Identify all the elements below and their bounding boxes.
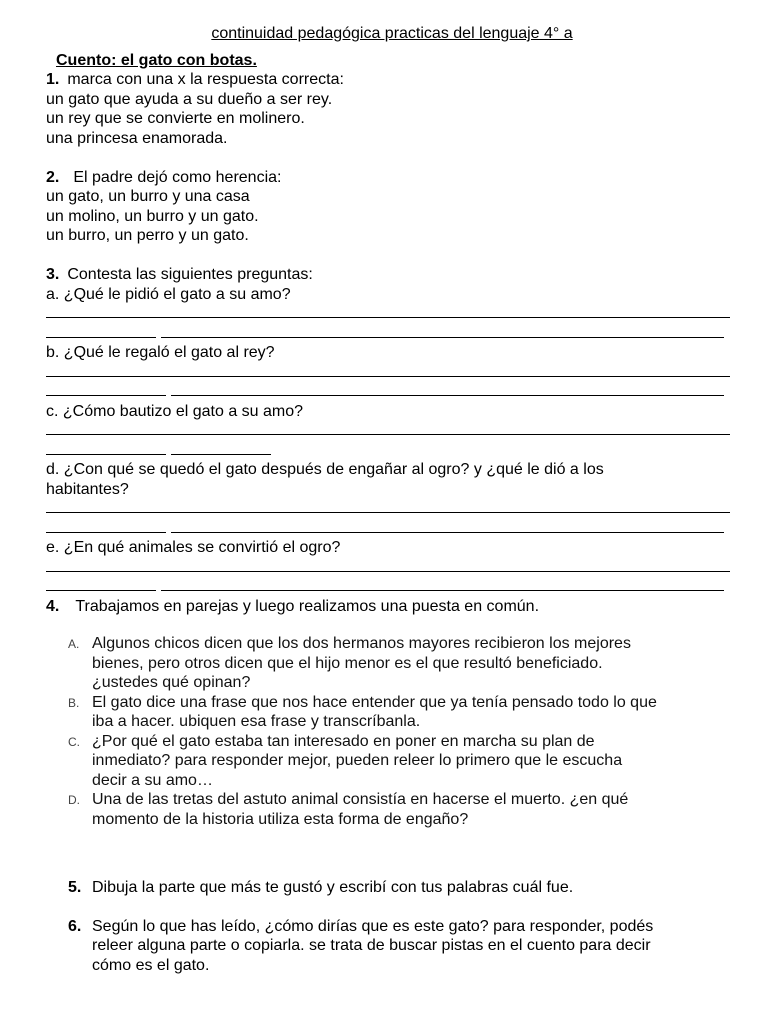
q3-prompt: 3. Contesta las siguientes preguntas: bbox=[46, 266, 313, 283]
q3b-question: b. ¿Qué le regaló el gato al rey? bbox=[46, 344, 275, 361]
q2-option[interactable]: un gato, un burro y una casa bbox=[46, 188, 250, 205]
worksheet-page bbox=[46, 24, 730, 975]
q3d-answer-line-1[interactable] bbox=[46, 499, 730, 519]
q4-prompt: 4. Trabajamos en parejas y luego realizamos una puesta en común. bbox=[46, 597, 540, 615]
q3c-answer-line-1[interactable] bbox=[46, 421, 730, 441]
q3d-question: d. ¿Con qué se quedó el gato después de engañar al ogro? y ¿qué le dió a los bbox=[46, 461, 604, 478]
q2-number: 2. bbox=[46, 168, 60, 186]
q3d-answer-line-2[interactable] bbox=[46, 519, 730, 539]
q1-option[interactable]: un rey que se convierte en molinero. bbox=[46, 110, 305, 127]
q3d-question-cont: habitantes? bbox=[46, 480, 129, 498]
q4-number: 4. bbox=[46, 597, 60, 615]
q3e-question: e. ¿En qué animales se convirtió el ogro? bbox=[46, 539, 341, 556]
q2-option[interactable]: un burro, un perro y un gato. bbox=[46, 227, 249, 244]
q3a-answer-line-2[interactable] bbox=[46, 324, 730, 344]
q6-number: 6. bbox=[68, 917, 82, 935]
story-title: Cuento: el gato con botas. bbox=[56, 51, 257, 69]
q4-item-marker: C. bbox=[68, 734, 80, 749]
q4-item-a: A. Algunos chicos dicen que los dos hermanos mayores recibieron los mejores bienes, pero otros dicen que el hijo menor es el que resultó beneficiado. ¿ustedes qué opinan? bbox=[68, 635, 631, 691]
q5-text: Dibuja la parte que más te gustó y escribí con tus palabras cuál fue. bbox=[92, 878, 574, 896]
q1-option[interactable]: una princesa enamorada. bbox=[46, 129, 228, 147]
q4-item-marker: A. bbox=[68, 637, 80, 651]
page-title: continuidad pedagógica practicas del lenguaje 4° a bbox=[211, 25, 573, 42]
q3a-answer-line-1[interactable] bbox=[46, 304, 730, 324]
q3e-answer-line-1[interactable] bbox=[46, 558, 730, 578]
q4-item-marker: D. bbox=[68, 793, 80, 807]
q1-prompt: 1. marca con una x la respuesta correcta: bbox=[46, 71, 344, 88]
q4-item-marker: B. bbox=[68, 695, 80, 710]
q6-block: 6. Según lo que has leído, ¿cómo dirías que es este gato? para responder, podés releer alguna parte o copiarla. se trata de buscar pistas en el cuento para decir cómo es el gato. bbox=[68, 917, 654, 974]
q3b-answer-line-1[interactable] bbox=[46, 363, 730, 383]
q4-item-b: B. El gato dice una frase que nos hace entender que ya tenía pensado todo lo que iba a hacer. ubiquen esa frase y transcríbanla. bbox=[68, 693, 657, 730]
q3e-answer-line-2[interactable] bbox=[46, 577, 730, 597]
q2-prompt: 2. El padre dejó como herencia: bbox=[46, 168, 282, 186]
q4-item-c: C. ¿Por qué el gato estaba tan interesado en poner en marcha su plan de inmediato? para responder mejor, pueden releer lo primero que le escucha decir a su amo… bbox=[68, 732, 623, 789]
q1-number: 1. bbox=[46, 71, 60, 88]
q3-number: 3. bbox=[46, 266, 60, 283]
q4-list bbox=[68, 634, 730, 829]
q5-number: 5. bbox=[68, 878, 82, 896]
q3c-answer-line-2[interactable] bbox=[46, 441, 730, 461]
q4-item-d: D. Una de las tretas del astuto animal consistía en hacerse el muerto. ¿en qué momento de la historia utiliza esta forma de engaño? bbox=[68, 791, 629, 828]
q3b-answer-line-2[interactable] bbox=[46, 382, 730, 402]
q2-option[interactable]: un molino, un burro y un gato. bbox=[46, 207, 259, 225]
q3c-question: c. ¿Cómo bautizo el gato a su amo? bbox=[46, 402, 304, 420]
q3a-question: a. ¿Qué le pidió el gato a su amo? bbox=[46, 285, 291, 303]
q1-option[interactable]: un gato que ayuda a su dueño a ser rey. bbox=[46, 90, 333, 108]
q5-block bbox=[68, 878, 730, 898]
